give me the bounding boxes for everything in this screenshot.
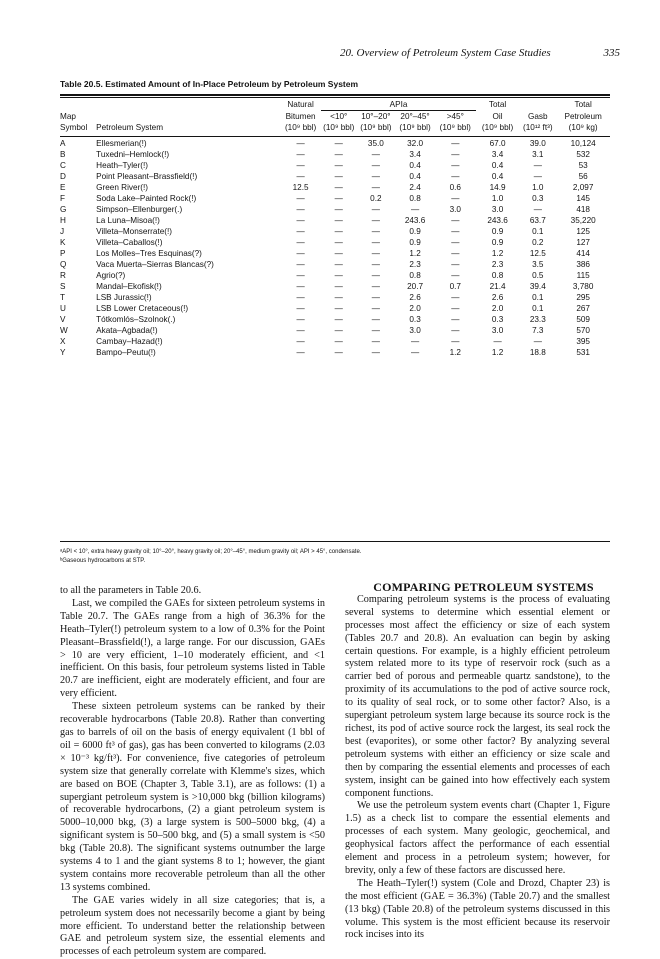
map-symbol-cell: H bbox=[60, 216, 66, 225]
system-name-cell: Akata–Agbada(!) bbox=[96, 326, 158, 335]
value-cell: — bbox=[371, 227, 380, 236]
header-unit: (10⁹ bbl) bbox=[439, 123, 471, 132]
value-cell: 3.0 bbox=[491, 326, 504, 335]
value-cell: 125 bbox=[576, 227, 590, 236]
value-cell: — bbox=[371, 238, 380, 247]
map-symbol-cell: U bbox=[60, 304, 66, 313]
value-cell: — bbox=[296, 260, 305, 269]
value-cell: — bbox=[334, 194, 343, 203]
value-cell: 0.4 bbox=[491, 172, 504, 181]
value-cell: — bbox=[371, 205, 380, 214]
value-cell: 0.7 bbox=[449, 282, 461, 291]
table-row bbox=[60, 193, 610, 204]
value-cell: 3.5 bbox=[532, 260, 544, 269]
value-cell: — bbox=[493, 337, 502, 346]
system-name-cell: LSB Lower Cretaceous(!) bbox=[96, 304, 189, 313]
value-cell: 10,124 bbox=[570, 139, 596, 148]
value-cell: 531 bbox=[576, 348, 590, 357]
value-cell: 2.0 bbox=[409, 304, 421, 313]
value-cell: — bbox=[334, 227, 343, 236]
value-cell: 243.6 bbox=[404, 216, 426, 225]
map-symbol-cell: T bbox=[60, 293, 66, 302]
value-cell: — bbox=[334, 238, 343, 247]
value-cell: — bbox=[451, 326, 460, 335]
system-name-cell: Green River(!) bbox=[96, 183, 149, 192]
value-cell: 0.1 bbox=[532, 304, 544, 313]
value-cell: — bbox=[334, 282, 343, 291]
value-cell: 0.9 bbox=[491, 238, 504, 247]
table-row bbox=[60, 248, 610, 259]
system-name-cell: Vaca Muerta–Sierras Blancas(?) bbox=[96, 260, 214, 269]
value-cell: 3.4 bbox=[491, 150, 504, 159]
value-cell: 0.4 bbox=[491, 161, 504, 170]
value-cell: 20.7 bbox=[407, 282, 424, 291]
value-cell: — bbox=[533, 337, 542, 346]
value-cell: — bbox=[371, 216, 380, 225]
right-column bbox=[345, 581, 610, 942]
value-cell: 14.9 bbox=[489, 183, 506, 192]
value-cell: — bbox=[371, 337, 380, 346]
value-cell: — bbox=[334, 304, 343, 313]
value-cell: 12.5 bbox=[529, 249, 546, 258]
value-cell: — bbox=[371, 348, 380, 357]
value-cell: — bbox=[296, 216, 305, 225]
section-heading: COMPARING PETROLEUM SYSTEMS bbox=[373, 580, 594, 594]
value-cell: — bbox=[334, 260, 343, 269]
value-cell: — bbox=[451, 238, 460, 247]
system-name-cell: Villeta–Monserrate(!) bbox=[96, 227, 172, 236]
value-cell: 0.8 bbox=[491, 271, 504, 280]
value-cell: 395 bbox=[576, 337, 590, 346]
paragraph: Last, we compiled the GAEs for sixteen petroleum systems in Table 20.7. The GAEs range from a high of 36.3% for the Heath–Tyler(!) petroleum system to a low of 0.3% for the Point Pleasant–Brassfield(!), a large range. For our discussion, GAEs > 10 are very efficient, 1–10 moderately efficient, and <1 inefficient. On this basis, four petroleum systems listed in Table 20.7 are inefficient, eight are moderately efficient, and four are very efficient. bbox=[60, 597, 325, 700]
value-cell: 1.2 bbox=[409, 249, 421, 258]
value-cell: — bbox=[296, 249, 305, 258]
value-cell: — bbox=[371, 282, 380, 291]
value-cell: 39.0 bbox=[529, 139, 546, 148]
map-symbol-cell: E bbox=[60, 183, 66, 192]
value-cell: — bbox=[296, 150, 305, 159]
running-title: 20. Overview of Petroleum System Case Studies bbox=[340, 47, 551, 59]
value-cell: — bbox=[451, 293, 460, 302]
value-cell: 243.6 bbox=[487, 216, 508, 225]
page-number: 335 bbox=[603, 47, 620, 59]
system-name-cell: Agrio(?) bbox=[96, 271, 126, 280]
value-cell: 0.4 bbox=[409, 161, 421, 170]
header-unit: (10⁹ kg) bbox=[568, 123, 598, 132]
value-cell: — bbox=[410, 205, 420, 214]
header-oil: Oil bbox=[492, 111, 503, 121]
value-cell: 0.2 bbox=[370, 194, 382, 203]
value-cell: — bbox=[371, 260, 380, 269]
value-cell: 2.6 bbox=[409, 293, 421, 302]
value-cell: 145 bbox=[576, 194, 590, 203]
value-cell: 0.4 bbox=[409, 172, 421, 181]
system-name-cell: Mandal–Ekofisk(!) bbox=[96, 282, 162, 291]
value-cell: 570 bbox=[576, 326, 590, 335]
table-row bbox=[60, 135, 610, 149]
value-cell: — bbox=[451, 304, 460, 313]
header-unit: (10⁹ bbl) bbox=[284, 123, 317, 132]
paragraph: to all the parameters in Table 20.6. bbox=[60, 585, 202, 596]
header-api: APIa bbox=[321, 99, 476, 111]
map-symbol-cell: A bbox=[60, 139, 66, 148]
value-cell: — bbox=[371, 150, 380, 159]
value-cell: — bbox=[296, 337, 305, 346]
value-cell: 35.0 bbox=[367, 139, 384, 148]
value-cell: — bbox=[334, 337, 343, 346]
value-cell: 3.0 bbox=[409, 326, 421, 335]
value-cell: 127 bbox=[576, 238, 590, 247]
value-cell: 0.3 bbox=[491, 315, 504, 324]
value-cell: — bbox=[296, 205, 305, 214]
value-cell: — bbox=[451, 161, 460, 170]
table-row bbox=[60, 281, 610, 292]
value-cell: 53 bbox=[578, 161, 588, 170]
value-cell: — bbox=[334, 183, 343, 192]
table-row bbox=[60, 347, 610, 358]
map-symbol-cell: R bbox=[60, 271, 66, 280]
value-cell: 0.9 bbox=[409, 238, 421, 247]
value-cell: — bbox=[334, 205, 343, 214]
map-symbol-cell: J bbox=[60, 227, 65, 236]
system-name-cell: Soda Lake–Painted Rock(!) bbox=[96, 194, 197, 203]
header-api-gt45: >45° bbox=[446, 112, 464, 121]
value-cell: — bbox=[371, 249, 380, 258]
value-cell: — bbox=[451, 227, 460, 236]
value-cell: 3,780 bbox=[572, 282, 594, 291]
value-cell: — bbox=[451, 194, 460, 203]
map-symbol-cell: S bbox=[60, 282, 66, 291]
paragraph: The GAE varies widely in all size categories; that is, a petroleum system does not necessarily become a giant by being more efficient. To understand better the relationship between GAE and petroleum system size, the essential elements and processes of each petroleum system are compared. bbox=[60, 894, 325, 958]
value-cell: 509 bbox=[576, 315, 590, 324]
map-symbol-cell: P bbox=[60, 249, 66, 258]
header-unit: (10⁹ bbl) bbox=[399, 123, 431, 132]
value-cell: — bbox=[371, 293, 380, 302]
table-row bbox=[60, 149, 610, 160]
value-cell: 295 bbox=[576, 293, 590, 302]
system-name-cell: Los Molles–Tres Esquinas(?) bbox=[96, 249, 202, 258]
header-petroleum: Petroleum bbox=[564, 111, 602, 121]
value-cell: — bbox=[533, 205, 542, 214]
header-unit: (10⁹ bbl) bbox=[323, 123, 355, 132]
value-cell: 414 bbox=[576, 249, 590, 258]
system-name-cell: Point Pleasant–Brassfield(!) bbox=[96, 172, 198, 181]
left-column bbox=[60, 585, 325, 959]
system-name-cell: Villeta–Caballos(!) bbox=[96, 238, 163, 247]
value-cell: — bbox=[296, 282, 305, 291]
value-cell: 1.2 bbox=[491, 249, 504, 258]
value-cell: — bbox=[371, 172, 380, 181]
system-name-cell: Ellesmerian(!) bbox=[96, 139, 147, 148]
value-cell: — bbox=[296, 139, 305, 148]
value-cell: — bbox=[371, 271, 380, 280]
value-cell: 1.0 bbox=[491, 194, 504, 203]
value-cell: — bbox=[296, 271, 305, 280]
value-cell: 0.1 bbox=[532, 227, 544, 236]
header-total-right: Total bbox=[574, 100, 592, 110]
table-top-rule bbox=[60, 94, 610, 96]
value-cell: — bbox=[296, 326, 305, 335]
table-caption: Table 20.5. Estimated Amount of In-Place Petroleum by Petroleum System bbox=[60, 79, 359, 89]
value-cell: — bbox=[334, 139, 343, 148]
paragraph: We use the petroleum system events chart (Chapter 1, Figure 1.5) as a check list to compare the essential elements and processes of each system. Many geologic, geochemical, and geophysical factors affect the performance of each essential element and process in a petroleum system; however, for brevity, only a few of these factors are discussed here. bbox=[345, 800, 610, 876]
header-bitumen: Bitumen bbox=[285, 111, 316, 121]
footnote-b: ᵇGaseous hydrocarbons at STP. bbox=[60, 558, 146, 564]
value-cell: 532 bbox=[576, 150, 590, 159]
value-cell: — bbox=[296, 161, 305, 170]
table-row bbox=[60, 270, 610, 281]
value-cell: 56 bbox=[578, 172, 588, 181]
system-name-cell: Bampo–Peutu(!) bbox=[96, 348, 156, 357]
value-cell: — bbox=[334, 271, 343, 280]
value-cell: 1.0 bbox=[532, 183, 544, 192]
header-api-lt10: <10° bbox=[330, 112, 348, 121]
paragraph: Comparing petroleum systems is the process of evaluating several systems to determine which essential element or processes most affect the efficiency or size of each system (Tables 20.7 and 20.8). An evaluation can begin by asking certain questions. For example, is a highly efficient petroleum system related more to its type of reservoir rock (such as a carrier bed of porous and permeable quartz sandstone), to the proximity of its accumulations to the pod of active source rock, to its quality of seal rock, or to some other factor? Also, is a supergiant petroleum system large because its source rock is the richest, its pod of active source rock the largest, its seal rock the best (evaporites), or some other factor? By analyzing several petroleum systems with either an efficiency or size scale and then by comparing the essential elements and processes of each system, insight can be gained into how effectively each system component functions. bbox=[345, 593, 610, 799]
header-gas: Gasb bbox=[527, 111, 548, 121]
value-cell: 0.2 bbox=[532, 238, 544, 247]
value-cell: — bbox=[296, 238, 305, 247]
value-cell: 0.3 bbox=[532, 194, 544, 203]
system-name-cell: La Luna–Misoa(!) bbox=[96, 216, 160, 225]
table-row bbox=[60, 182, 610, 193]
table-row bbox=[60, 226, 610, 237]
header-system: Petroleum System bbox=[96, 123, 164, 132]
value-cell: 386 bbox=[576, 260, 590, 269]
value-cell: — bbox=[334, 315, 343, 324]
value-cell: — bbox=[296, 172, 305, 181]
value-cell: — bbox=[371, 326, 380, 335]
table-row bbox=[60, 237, 610, 248]
value-cell: — bbox=[371, 161, 380, 170]
value-cell: — bbox=[296, 227, 305, 236]
system-name-cell: Tuxedni–Hemlock(!) bbox=[96, 150, 170, 159]
value-cell: — bbox=[451, 271, 460, 280]
value-cell: — bbox=[334, 161, 343, 170]
value-cell: — bbox=[334, 249, 343, 258]
table-row bbox=[60, 160, 610, 171]
table-footnotes bbox=[60, 548, 361, 566]
footnote-a: ᵃAPI < 10°, extra heavy gravity oil; 10°–20°, heavy gravity oil; 20°–45°, medium gravity oil; API > 45°, condensate. bbox=[60, 549, 362, 555]
value-cell: 2,097 bbox=[572, 183, 594, 192]
table-row bbox=[60, 303, 610, 314]
value-cell: 418 bbox=[576, 205, 590, 214]
value-cell: — bbox=[451, 150, 460, 159]
table-row bbox=[60, 314, 610, 325]
value-cell: — bbox=[334, 348, 343, 357]
header-total-left: Total bbox=[488, 100, 507, 110]
value-cell: 267 bbox=[576, 304, 590, 313]
value-cell: — bbox=[296, 194, 305, 203]
value-cell: 2.4 bbox=[409, 183, 421, 192]
table-row bbox=[60, 292, 610, 303]
value-cell: 0.8 bbox=[409, 194, 421, 203]
value-cell: 0.6 bbox=[449, 183, 461, 192]
value-cell: — bbox=[334, 150, 343, 159]
value-cell: 2.0 bbox=[491, 304, 504, 313]
value-cell: — bbox=[410, 337, 420, 346]
value-cell: 23.3 bbox=[529, 315, 546, 324]
header-map: Map bbox=[60, 111, 76, 121]
value-cell: 0.9 bbox=[409, 227, 421, 236]
value-cell: 39.4 bbox=[529, 282, 546, 291]
value-cell: 2.3 bbox=[491, 260, 504, 269]
map-symbol-cell: W bbox=[60, 326, 68, 335]
map-symbol-cell: D bbox=[60, 172, 66, 181]
value-cell: — bbox=[296, 293, 305, 302]
value-cell: — bbox=[451, 315, 460, 324]
map-symbol-cell: B bbox=[60, 150, 66, 159]
petroleum-table bbox=[60, 99, 610, 358]
value-cell: — bbox=[371, 183, 380, 192]
value-cell: — bbox=[533, 161, 542, 170]
paragraph: These sixteen petroleum systems can be ranked by their recoverable hydrocarbons (Table 20.8). Rather than converting gas to barrels of oil on the basis of energy equivalent (1 bbl of oil = 6000 ft³ of gas), gas has been converted to kilograms (2.03 × 10⁻³ kg/ft³). For convenience, five categories of petroleum system size that generally correlate with Klemme's sizes, which are based on BOE (Chapter 3, Table 3.1), are as follows: (1) a supergiant petroleum system is >10,000 bkg (billion kilograms) of recoverable hydrocarbons, (2) a giant petroleum system is 5000–10,000 bkg, (3) a large system is 500–5000 bkg, (4) a significant system is 50–500 bkg, and (5) a small system is <50 bkg (Table 20.8). The significant systems outnumber the large systems 4 to 1 and the giant systems 8 to 1; however, the giant system contains more recoverable petroleum than all the other 13 systems combined. bbox=[60, 701, 325, 893]
value-cell: — bbox=[371, 315, 380, 324]
value-cell: 115 bbox=[576, 271, 590, 280]
value-cell: 2.3 bbox=[409, 260, 421, 269]
table-top-rule-thin bbox=[60, 97, 610, 98]
value-cell: — bbox=[296, 348, 305, 357]
value-cell: 1.2 bbox=[449, 348, 461, 357]
header-unit: (10⁹ bbl) bbox=[360, 123, 392, 132]
map-symbol-cell: K bbox=[60, 238, 66, 247]
value-cell: — bbox=[451, 216, 460, 225]
value-cell: 0.1 bbox=[532, 293, 544, 302]
value-cell: 12.5 bbox=[292, 183, 309, 192]
header-unit: (10⁹ bbl) bbox=[481, 123, 514, 132]
system-name-cell: LSB Jurassic(!) bbox=[96, 293, 152, 302]
table-header bbox=[60, 99, 610, 135]
value-cell: 3.1 bbox=[532, 150, 544, 159]
value-cell: 21.4 bbox=[489, 282, 506, 291]
map-symbol-cell: Y bbox=[60, 348, 66, 357]
map-symbol-cell: C bbox=[60, 161, 66, 170]
table-row bbox=[60, 259, 610, 270]
value-cell: 7.3 bbox=[532, 326, 544, 335]
value-cell: — bbox=[451, 139, 460, 148]
table-row bbox=[60, 204, 610, 215]
map-symbol-cell: Q bbox=[60, 260, 67, 269]
value-cell: — bbox=[334, 172, 343, 181]
value-cell: 0.5 bbox=[532, 271, 544, 280]
value-cell: — bbox=[371, 304, 380, 313]
table-row bbox=[60, 336, 610, 347]
header-api-20-45: 20°–45° bbox=[400, 112, 430, 121]
system-name-cell: Simpson–Ellenburger(.) bbox=[96, 205, 183, 214]
table-bottom-rule bbox=[60, 541, 610, 542]
value-cell: — bbox=[451, 337, 460, 346]
table-row bbox=[60, 171, 610, 182]
value-cell: 35,220 bbox=[570, 216, 596, 225]
value-cell: — bbox=[410, 348, 420, 357]
value-cell: 1.2 bbox=[491, 348, 504, 357]
map-symbol-cell: F bbox=[60, 194, 66, 203]
value-cell: — bbox=[451, 260, 460, 269]
value-cell: — bbox=[296, 315, 305, 324]
value-cell: 3.0 bbox=[449, 205, 461, 214]
value-cell: 0.8 bbox=[409, 271, 421, 280]
value-cell: 3.0 bbox=[491, 205, 504, 214]
map-symbol-cell: X bbox=[60, 337, 66, 346]
system-name-cell: Tótkomlós–Szolnok(.) bbox=[96, 315, 176, 324]
value-cell: — bbox=[334, 293, 343, 302]
value-cell: — bbox=[451, 172, 460, 181]
value-cell: 0.3 bbox=[409, 315, 421, 324]
running-head bbox=[340, 47, 620, 59]
system-name-cell: Heath–Tyler(!) bbox=[96, 161, 149, 170]
map-symbol-cell: G bbox=[60, 205, 67, 214]
header-unit: (10¹² ft³) bbox=[522, 123, 553, 132]
value-cell: — bbox=[334, 216, 343, 225]
header-api-10-20: 10°–20° bbox=[361, 112, 391, 121]
value-cell: — bbox=[533, 172, 542, 181]
header-natural: Natural bbox=[287, 100, 314, 110]
value-cell: — bbox=[296, 304, 305, 313]
header-symbol: Symbol bbox=[60, 123, 88, 132]
system-name-cell: Cambay–Hazad(!) bbox=[96, 337, 163, 346]
table-row bbox=[60, 325, 610, 336]
value-cell: 3.4 bbox=[409, 150, 421, 159]
value-cell: — bbox=[451, 249, 460, 258]
value-cell: 2.6 bbox=[491, 293, 504, 302]
paragraph: The Heath–Tyler(!) system (Cole and Drozd, Chapter 23) is the most efficient (GAE = 36.3%) (Table 20.7) and the smallest (13 bkg) (Table 20.8) of the petroleum systems discussed in this volume. This system is the most efficient because its reservoir rock incises into its bbox=[345, 877, 610, 941]
value-cell: 63.7 bbox=[529, 216, 546, 225]
value-cell: — bbox=[334, 326, 343, 335]
value-cell: 32.0 bbox=[407, 139, 424, 148]
value-cell: 0.9 bbox=[491, 227, 504, 236]
map-symbol-cell: V bbox=[60, 315, 66, 324]
table-row bbox=[60, 215, 610, 226]
value-cell: 67.0 bbox=[489, 139, 506, 148]
table-body bbox=[60, 135, 610, 358]
value-cell: 18.8 bbox=[529, 348, 546, 357]
